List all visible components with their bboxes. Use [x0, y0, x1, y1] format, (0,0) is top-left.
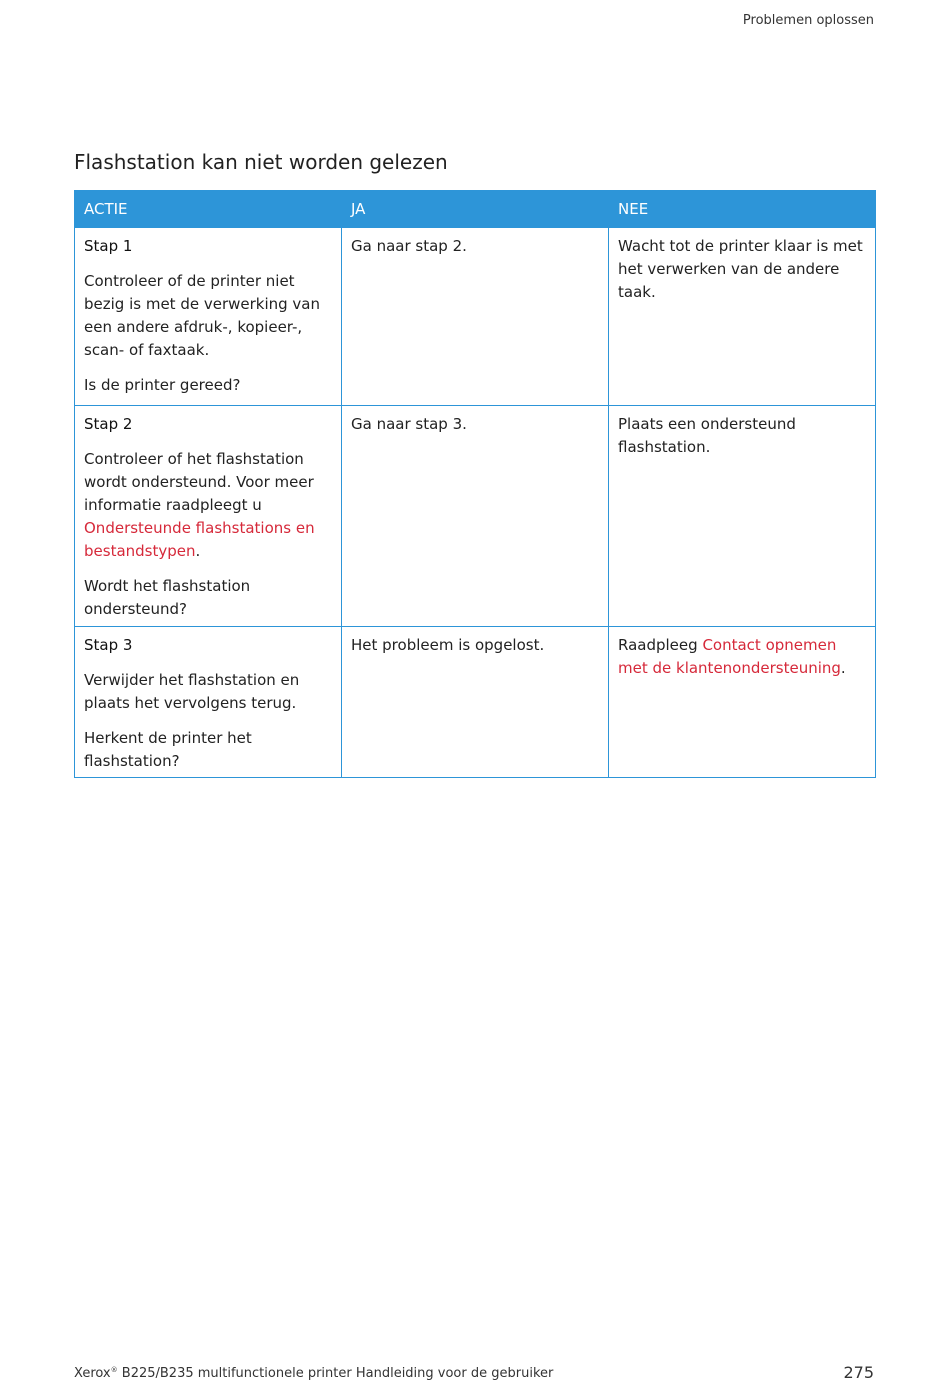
footer-brand: Xerox [74, 1366, 111, 1381]
yes-text: Ga naar stap 3. [351, 415, 467, 433]
action-text-pre: Controleer of het flashstation wordt ondersteund. Voor meer informatie raadpleegt u [84, 450, 314, 514]
no-cell [609, 406, 876, 627]
troubleshooting-table [74, 190, 876, 778]
yes-cell [342, 627, 609, 778]
yes-cell [342, 228, 609, 406]
no-text-pre: Raadpleeg [618, 636, 698, 654]
no-text: Wacht tot de printer klaar is met het verwerken van de andere taak. [618, 237, 863, 301]
action-cell [75, 228, 342, 406]
step-label: Stap 1 [84, 237, 133, 255]
running-header: Problemen oplossen [742, 13, 874, 28]
question-text: Herkent de printer het flashstation? [84, 729, 252, 770]
yes-text: Het probleem is opgelost. [351, 636, 545, 654]
action-cell [75, 406, 342, 627]
action-text [84, 448, 332, 563]
footer-document-title [74, 1366, 553, 1381]
no-text: Plaats een ondersteund flashstation. [618, 415, 796, 456]
action-text: Controleer of de printer niet bezig is met de verwerking van een andere afdruk-, kopieer-, scan- of faxtaak. [84, 272, 321, 359]
step-label: Stap 3 [84, 636, 133, 654]
question-text: Is de printer gereed? [84, 376, 241, 394]
question-text: Wordt het flashstation ondersteund? [84, 577, 251, 618]
action-text-post: . [195, 542, 201, 560]
step-label: Stap 2 [84, 415, 133, 433]
no-cell [609, 627, 876, 778]
no-text [618, 634, 866, 680]
yes-text: Ga naar stap 2. [351, 237, 467, 255]
table-header-row [75, 191, 876, 228]
page-number: 275 [843, 1363, 874, 1382]
registered-mark: ® [110, 1366, 118, 1374]
table-row [75, 228, 876, 406]
no-cell [609, 228, 876, 406]
column-header-action: ACTIE [75, 191, 342, 228]
yes-cell [342, 406, 609, 627]
column-header-yes: JA [342, 191, 609, 228]
table-row [75, 406, 876, 627]
supported-flashdrives-link[interactable]: Ondersteunde flashstations en bestandstypen [84, 519, 315, 560]
no-text-post: . [840, 659, 846, 677]
column-header-no: NEE [609, 191, 876, 228]
action-text: Verwijder het flashstation en plaats het vervolgens terug. [84, 671, 300, 712]
footer-doc-title: B225/B235 multifunctionele printer Handleiding voor de gebruiker [121, 1366, 554, 1381]
action-cell [75, 627, 342, 778]
section-title: Flashstation kan niet worden gelezen [74, 150, 448, 174]
table-row [75, 627, 876, 778]
contact-support-link[interactable]: Contact opnemen met de klantenondersteuning [618, 636, 841, 677]
